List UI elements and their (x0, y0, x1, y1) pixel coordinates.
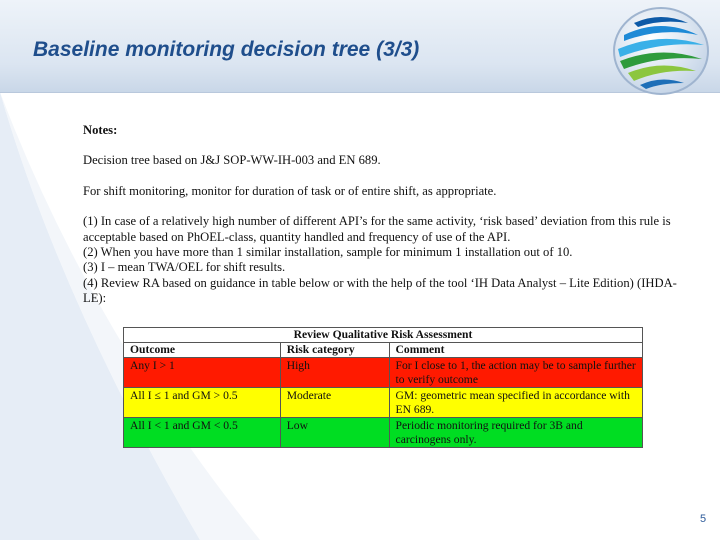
column-header-comment: Comment (389, 343, 642, 358)
table-caption: Review Qualitative Risk Assessment (124, 328, 643, 343)
cell-risk-category: High (280, 358, 389, 388)
risk-assessment-table (123, 327, 643, 448)
page-number: 5 (700, 513, 707, 525)
column-header-outcome: Outcome (124, 343, 281, 358)
column-header-risk-category: Risk category (280, 343, 389, 358)
table-row-high (124, 358, 643, 388)
cell-comment: Periodic monitoring required for 3B and carcinogens only. (389, 418, 642, 448)
notes-section (83, 123, 683, 307)
table-row-moderate (124, 388, 643, 418)
notes-item-2: (2) When you have more than 1 similar installation, sample for minimum 1 installation out of 10. (83, 245, 573, 260)
table-row-low (124, 418, 643, 448)
notes-line-shift: For shift monitoring, monitor for duration of task or of entire shift, as appropriate. (83, 183, 497, 198)
cell-outcome: All I < 1 and GM < 0.5 (124, 418, 281, 448)
cell-comment: For I close to 1, the action may be to sample further to verify outcome (389, 358, 642, 388)
cell-risk-category: Low (280, 418, 389, 448)
notes-item-4: (4) Review RA based on guidance in table below or with the help of the tool ‘IH Data Analyst – Lite Edition) (IHDA-LE): (83, 275, 677, 306)
cell-risk-category: Moderate (280, 388, 389, 418)
notes-line-standard: Decision tree based on J&J SOP-WW-IH-003 and EN 689. (83, 153, 381, 168)
notes-item-3: (3) I – mean TWA/OEL for shift results. (83, 260, 286, 275)
cell-outcome: All I ≤ 1 and GM > 0.5 (124, 388, 281, 418)
globe-logo-icon (610, 5, 712, 97)
notes-item-1: (1) In case of a relatively high number of different API’s for the same activity, ‘risk based’ deviation from this rule is acceptable based on PhOEL-class, quantity handled and frequency of use of the API. (83, 214, 671, 244)
cell-outcome: Any I > 1 (124, 358, 281, 388)
slide-title: Baseline monitoring decision tree (3/3) (33, 38, 420, 61)
cell-comment: GM: geometric mean specified in accordance with EN 689. (389, 388, 642, 418)
notes-heading: Notes: (83, 123, 118, 137)
